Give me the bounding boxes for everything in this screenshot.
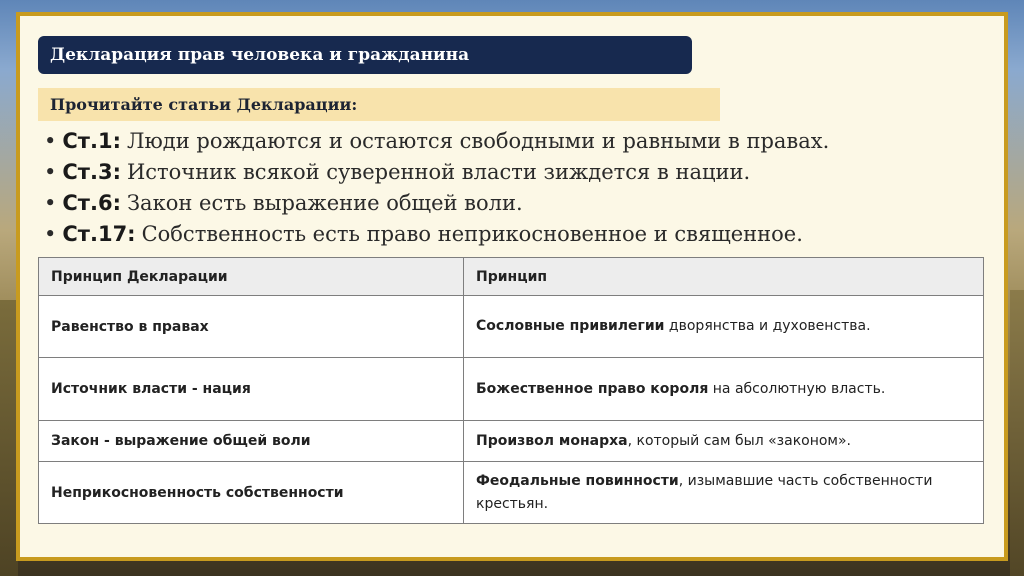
old-order-text: на абсолютную власть. bbox=[708, 380, 886, 397]
slide-title: Декларация прав человека и гражданина bbox=[38, 36, 692, 74]
column-header-principle: Принцип bbox=[464, 258, 984, 296]
article-text: Источник всякой суверенной власти зиждется в нации. bbox=[126, 160, 751, 184]
article-number: Ст.6: bbox=[62, 191, 121, 215]
old-order-key-term: Божественное право короля bbox=[476, 380, 709, 397]
old-order-text: дворянства и духовенства. bbox=[664, 318, 871, 334]
old-order-key-term: Произвол монарха bbox=[476, 432, 628, 449]
declaration-principle-cell: Закон - выражение общей воли bbox=[39, 421, 464, 462]
bullet-icon: • bbox=[44, 222, 57, 246]
article-number: Ст.3: bbox=[62, 160, 121, 184]
article-number: Ст.1: bbox=[62, 129, 121, 153]
article-item bbox=[44, 126, 1004, 157]
column-header-declaration: Принцип Декларации bbox=[39, 258, 464, 296]
bullet-icon: • bbox=[44, 191, 57, 215]
declaration-principle-cell: Неприкосновенность собственности bbox=[39, 462, 464, 524]
table-row bbox=[39, 462, 984, 524]
articles-list bbox=[44, 126, 1004, 250]
old-order-text: , изымавшие часть собственности крестьян. bbox=[476, 472, 933, 512]
bullet-icon: • bbox=[44, 160, 57, 184]
old-order-key-term: Феодальные повинности bbox=[476, 472, 679, 489]
old-order-cell bbox=[464, 296, 984, 358]
task-instruction: Прочитайте статьи Декларации: bbox=[38, 88, 720, 121]
declaration-principle-cell: Источник власти - нация bbox=[39, 358, 464, 421]
article-item bbox=[44, 219, 1004, 250]
principles-table bbox=[38, 257, 984, 524]
slide-frame bbox=[16, 12, 1008, 561]
article-item bbox=[44, 188, 1004, 219]
article-item bbox=[44, 157, 1004, 188]
table-row bbox=[39, 421, 984, 462]
old-order-key-term: Сословные привилегии bbox=[476, 318, 665, 334]
article-text: Закон есть выражение общей воли. bbox=[126, 191, 523, 215]
bullet-icon: • bbox=[44, 129, 57, 153]
article-number: Ст.17: bbox=[62, 222, 136, 246]
table-header-row bbox=[39, 258, 984, 296]
old-order-text: , который сам был «законом». bbox=[627, 432, 852, 449]
article-text: Люди рождаются и остаются свободными и равными в правах. bbox=[126, 129, 830, 153]
old-order-cell bbox=[464, 358, 984, 421]
old-order-cell bbox=[464, 421, 984, 462]
declaration-principle-cell: Равенство в правах bbox=[39, 296, 464, 358]
table-row bbox=[39, 296, 984, 358]
article-text: Собственность есть право неприкосновенное и священное. bbox=[141, 222, 803, 246]
old-order-cell bbox=[464, 462, 984, 524]
table-row bbox=[39, 358, 984, 421]
background-photo-right bbox=[1010, 290, 1024, 576]
